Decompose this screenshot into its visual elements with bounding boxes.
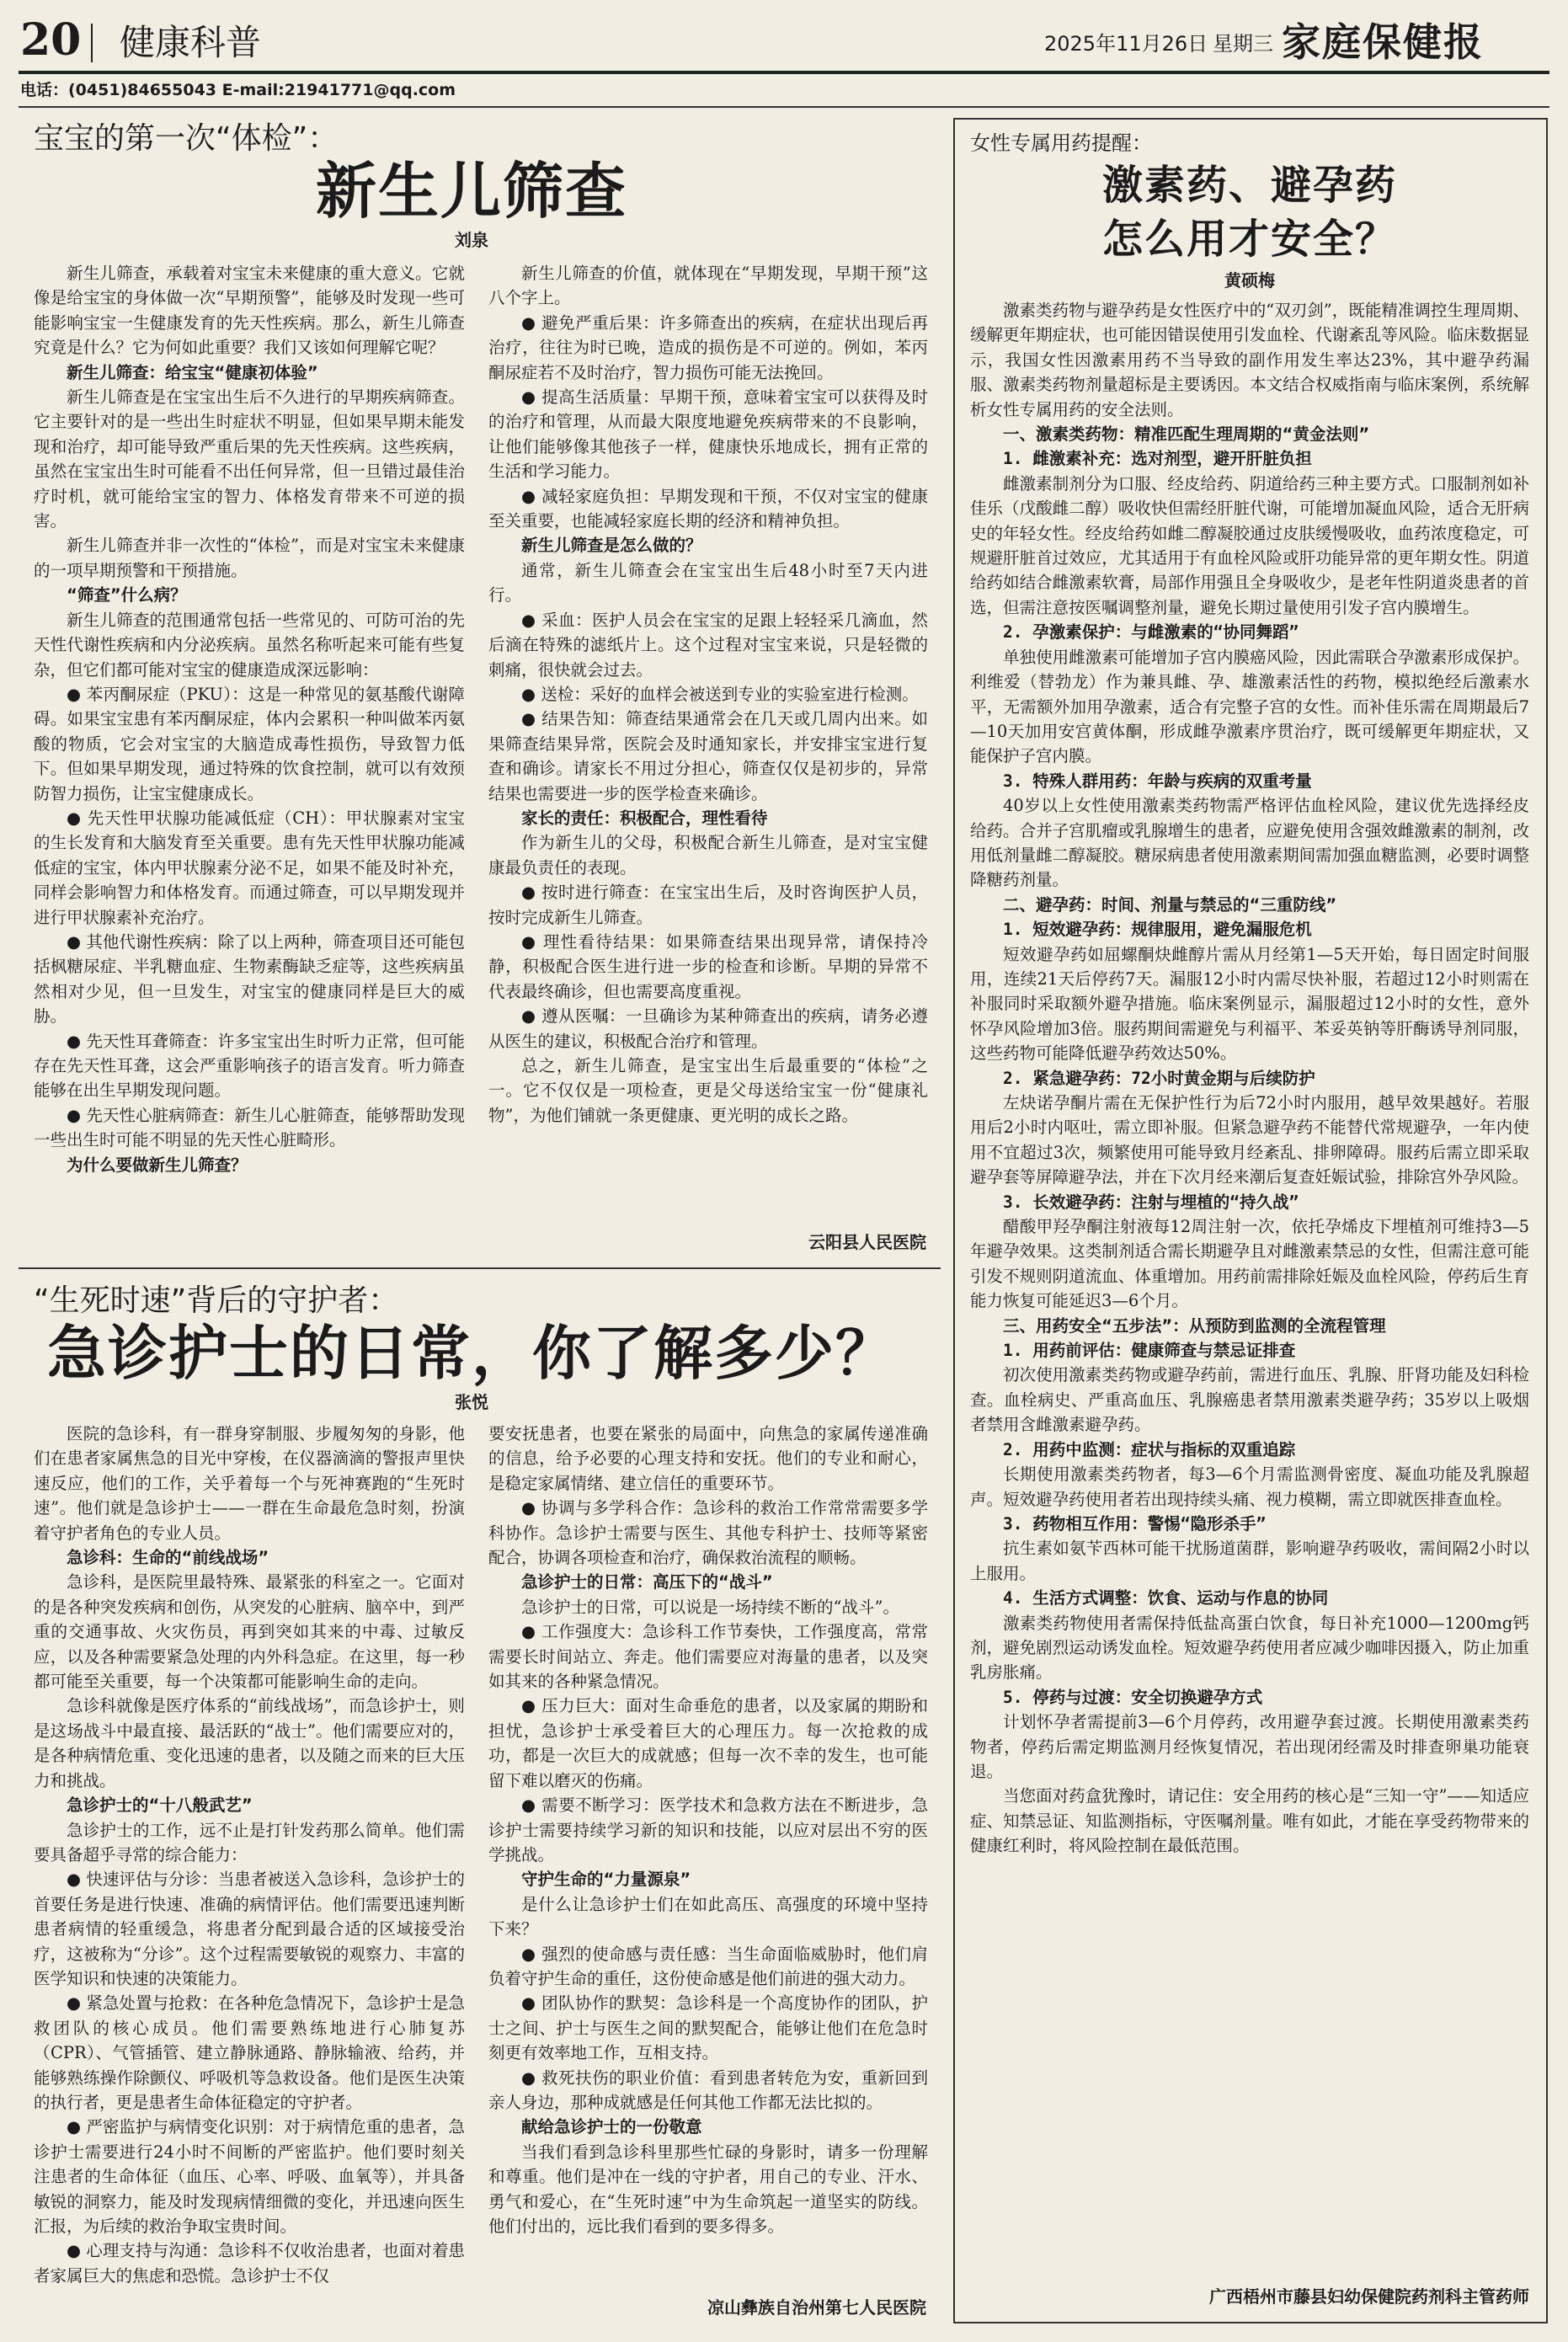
- paragraph: 要安抚患者，也要在紧张的局面中，向焦急的家属传递准确的信息，给予必要的心理支持和安抚。他们的专业和耐心，是稳定家属情绪、建立信任的重要环节。: [488, 1424, 928, 1493]
- paragraph: ● 避免严重后果：许多筛查出的疾病，在症状出现后再治疗，往往为时已晚，造成的损伤是不可逆的。例如，苯丙酮尿症若不及时治疗，智力损伤可能无法挽回。: [488, 312, 928, 382]
- paragraph: 激素类药物使用者需保持低盐高蛋白饮食，每日补充1000—1200mg钙剂，避免剧烈运动诱发血栓。短效避孕药使用者应减少咖啡因摄入，防止加重乳房胀痛。: [970, 1613, 1529, 1683]
- paragraph: ● 紧急处置与抢救：在各种危急情况下，急诊护士是急救团队的核心成员。他们需要熟练地进行心肺复苏（CPR）、气管插管、建立静脉通路、静脉输液、给药，并能够熟练操作除颤仪、呼吸机等急救设备。他们是医生决策的执行者，更是患者生命体征稳定的守护者。: [34, 1993, 465, 2112]
- paragraph: ● 强烈的使命感与责任感：当生命面临威胁时，他们肩负着守护生命的重任，这份使命感是他们前进的强大动力。: [488, 1944, 928, 1988]
- article1-kicker: 宝宝的第一次“体检”：: [34, 121, 339, 156]
- article3-kicker: 女性专属用药提醒：: [970, 131, 1152, 155]
- section-heading: 家长的责任：积极配合，理性看待: [521, 808, 768, 828]
- paragraph: 新生儿筛查是在宝宝出生后不久进行的早期疾病筛查。它主要针对的是一些出生时症状不明显，但如果早期未能发现和治疗，却可能导致严重后果的先天性疾病。这些疾病，虽然在宝宝出生时可能看不出任何异常，但一旦错过最佳治疗时机，就可能给宝宝的智力、体格发育带来不可逆的损害。: [34, 387, 465, 531]
- article1-right-column: [488, 261, 928, 1272]
- paragraph: ● 送检：采好的血样会被送到专业的实验室进行检测。: [521, 684, 919, 704]
- article3-source: 广西梧州市藤县妇幼保健院药剂科主管药师: [1209, 2286, 1529, 2307]
- paragraph: 醋酸甲羟孕酮注射液每12周注射一次，依托孕烯皮下埋植剂可维持3—5年避孕效果。这类制剂适合需长期避孕且对雌激素禁忌的女性，但需注意可能引发不规则阴道流血、体重增加。用药前需排除妊娠及血栓风险，停药后生育能力恢复可能延迟3—6个月。: [970, 1217, 1529, 1311]
- paragraph: 激素类药物与避孕药是女性医疗中的“双刃剑”，既能精准调控生理周期、缓解更年期症状，也可能因错误使用引发血栓、代谢紊乱等风险。临床数据显示，我国女性因激素用药不当导致的副作用发生率达23%，其中避孕药漏服、激素类药物剂量超标是主要诱因。本文结合权威指南与临床案例，系统解析女性专属用药的安全法则。: [970, 301, 1529, 419]
- paragraph: ● 救死扶伤的职业价值：看到患者转危为安，重新回到亲人身边，那种成就感是任何其他工作都无法比拟的。: [488, 2067, 928, 2112]
- section-heading: 新生儿筛查：给宝宝“健康初体验”: [67, 362, 318, 382]
- article3-body: [970, 298, 1529, 2273]
- paragraph: ● 采血：医护人员会在宝宝的足跟上轻轻采几滴血，然后滴在特殊的滤纸片上。这个过程对宝宝来说，只是轻微的刺痛，很快就会过去。: [488, 610, 928, 680]
- paragraph: ● 工作强度大：急诊科工作节奏快，工作强度高，常常需要长时间站立、奔走。他们需要应对海量的患者，以及突如其来的各种紧急情况。: [488, 1622, 928, 1692]
- section-name: 健康科普: [120, 22, 262, 63]
- paragraph: 当我们看到急诊科里那些忙碌的身影时，请多一份理解和尊重。他们是冲在一线的守护者，用自己的专业、汗水、勇气和爱心，在“生死时速”中为生命筑起一道坚实的防线。他们付出的，远比我们看到的要多得多。: [488, 2142, 928, 2236]
- paragraph: ● 其他代谢性疾病：除了以上两种，筛查项目还可能包括枫糖尿症、半乳糖血症、生物素酶缺乏症等，这些疾病虽然相对少见，但一旦发生，对宝宝的健康同样是巨大的威胁。: [34, 931, 465, 1027]
- section-heading: 急诊护士的“十八般武艺”: [67, 1795, 253, 1816]
- paragraph: 长期使用激素类药物者，每3—6个月需监测骨密度、凝血功能及乳腺超声。短效避孕药使用者若出现持续头痛、视力模糊，需立即就医排查血栓。: [970, 1464, 1529, 1509]
- paragraph: 是什么让急诊护士们在如此高压、高强度的环境中坚持下来？: [488, 1894, 928, 1939]
- section-heading: 一、激素类药物：精准匹配生理周期的“黄金法则”: [1003, 424, 1370, 445]
- paper-name: 家庭保健报: [1282, 19, 1484, 65]
- paragraph: 通常，新生儿筛查会在宝宝出生后48小时至7天内进行。: [488, 560, 928, 606]
- paragraph: ● 严密监护与病情变化识别：对于病情危重的患者，急诊护士需要进行24小时不间断的严密监护。他们要时刻关注患者的生命体征（血压、心率、呼吸、血氧等），并具备敏锐的洞察力，能及时发现病情细微的变化，并迅速向医生汇报，为后续的救治争取宝贵时间。: [34, 2117, 465, 2236]
- subsection-heading: 3. 药物相互作用：警惕“隐形杀手”: [1003, 1513, 1267, 1534]
- article1-source: 云阳县人民医院: [808, 1232, 926, 1252]
- article3-title-line2: 怎么用才安全？: [1101, 216, 1397, 263]
- paragraph: ● 理性看待结果：如果筛查结果出现异常，请保持冷静，积极配合医生进行进一步的检查和诊断。早期的异常不代表最终确诊，但也需要高度重视。: [488, 931, 928, 1001]
- subsection-heading: 3. 长效避孕药：注射与埋植的“持久战”: [1003, 1192, 1299, 1212]
- paragraph: 急诊护士的工作，远不止是打针发药那么简单。他们需要具备超乎寻常的综合能力：: [34, 1820, 465, 1865]
- subsection-heading: 2. 孕激素保护：与雌激素的“协同舞蹈”: [1003, 622, 1299, 643]
- paragraph: 短效避孕药如屈螺酮炔雌醇片需从月经第1—5天开始，每日固定时间服用，连续21天后停药7天。漏服12小时内需尽快补服，若超过12小时则需在补服同时采取额外避孕措施。临床案例显示，漏服超过12小时的女性，意外怀孕风险增加3倍。服药期间需避免与利福平、苯妥英钠等肝酶诱导剂同服，这些药物可能降低避孕药效达50%。: [970, 944, 1529, 1064]
- paragraph: ● 协调与多学科合作：急诊科的救治工作常常需要多学科协作。急诊护士需要与医生、其他专科护士、技师等紧密配合，协调各项检查和治疗，确保救治流程的顺畅。: [488, 1498, 928, 1568]
- paragraph: 计划怀孕者需提前3—6个月停药，改用避孕套过渡。长期使用激素类药物者，停药后需定期监测月经恢复情况，若出现闭经需及时排查卵巢功能衰退。: [970, 1712, 1529, 1781]
- section-heading: 为什么要做新生儿筛查？: [67, 1155, 248, 1175]
- subsection-heading: 1. 雌激素补充：选对剂型，避开肝脏负担: [1003, 449, 1312, 469]
- section-heading: 二、避孕药：时间、剂量与禁忌的“三重防线”: [1003, 894, 1337, 915]
- contact-line: 电话：(0451)84655043 E-mail:21941771@qq.com: [20, 81, 456, 99]
- subsection-heading: 1. 用药前评估：健康筛查与禁忌证排查: [1003, 1341, 1296, 1361]
- article2-left-column: [34, 1422, 465, 2318]
- paragraph: 新生儿筛查，承载着对宝宝未来健康的重大意义。它就像是给宝宝的身体做一次“早期预警”，能够及时发现一些可能影响宝宝一生健康发育的先天性疾病。那么，新生儿筛查究竟是什么？它为何如此重要？我们又该如何理解它呢？: [34, 264, 465, 358]
- article2-right-column: [488, 1422, 928, 2289]
- paragraph: 初次使用激素类药物或避孕药前，需进行血压、乳腺、肝肾功能及妇科检查。血栓病史、严重高血压、乳腺癌患者禁用激素类避孕药；35岁以上吸烟者禁用含雌激素避孕药。: [970, 1365, 1529, 1435]
- subsection-heading: 2. 用药中监测：症状与指标的双重追踪: [1003, 1439, 1296, 1459]
- paragraph: 新生儿筛查并非一次性的“体检”，而是对宝宝未来健康的一项早期预警和干预措施。: [34, 536, 465, 580]
- article2-author: 张悦: [455, 1392, 488, 1412]
- section-heading: 献给急诊护士的一份敬意: [521, 2117, 702, 2137]
- paragraph: 医院的急诊科，有一群身穿制服、步履匆匆的身影，他们在患者家属焦急的目光中穿梭，在仪器滴滴的警报声里快速反应，他们的工作，关乎着每一个与死神赛跑的“生死时速”。他们就是急诊护士——一群在生命最危急时刻，扮演着守护者角色的专业人员。: [34, 1424, 465, 1543]
- article2-kicker: “生死时速”背后的守护者：: [34, 1283, 399, 1318]
- paragraph: ● 按时进行筛查：在宝宝出生后，及时咨询医护人员，按时完成新生儿筛查。: [488, 883, 928, 927]
- paragraph: ● 结果告知：筛查结果通常会在几天或几周内出来。如果筛查结果异常，医院会及时通知家长，并安排宝宝进行复查和确诊。请家长不用过分担心，筛查仅仅是初步的，异常结果也需要进一步的医学检查来确诊。: [488, 709, 928, 803]
- paragraph: 总之，新生儿筛查，是宝宝出生后最重要的“体检”之一。它不仅仅是一项检查，更是父母送给宝宝一份“健康礼物”，为他们铺就一条更健康、更光明的成长之路。: [488, 1056, 928, 1125]
- paragraph: 新生儿筛查的范围通常包括一些常见的、可防可治的先天性代谢性疾病和内分泌疾病。虽然名称听起来可能有些复杂，但它们都可能对宝宝的健康造成深远影响：: [34, 610, 465, 680]
- issue-weekday: 星期三: [1213, 32, 1273, 56]
- paragraph: ● 团队协作的默契：急诊科是一个高度协作的团队，护士之间、护士与医生之间的默契配合，能够让他们在危急时刻更有效率地工作，互相支持。: [488, 1993, 928, 2063]
- article1-title: 新生儿筛查: [315, 155, 627, 227]
- paragraph: ● 压力巨大：面对生命垂危的患者，以及家属的期盼和担忧，急诊护士承受着巨大的心理压力。每一次抢救的成功，都是一次巨大的成就感；但每一次不幸的发生，也可能留下难以磨灭的伤痛。: [488, 1696, 928, 1790]
- paragraph: 当您面对药盒犹豫时，请记住：安全用药的核心是“三知一守”——知适应症、知禁忌证、知监测指标，守医嘱剂量。唯有如此，才能在享受药物带来的健康红利时，将风险控制在最低范围。: [970, 1786, 1529, 1856]
- section-heading: 守护生命的“力量源泉”: [521, 1870, 691, 1890]
- paragraph: 急诊科，是医院里最特殊、最紧张的科室之一。它面对的是各种突发疾病和创伤，从突发的心脏病、脑卒中，到严重的交通事故、火灾伤员，再到突如其来的中毒、过敏反应，以及各种需要紧急处理的内外科急症。在这里，每一秒都可能至关重要，每一个决策都可能影响生命的走向。: [34, 1572, 465, 1692]
- masthead-divider: [91, 24, 93, 62]
- article1-left-column: [34, 261, 465, 1272]
- paragraph: ● 快速评估与分诊：当患者被送入急诊科，急诊护士的首要任务是进行快速、准确的病情评估。他们需要迅速判断患者病情的轻重缓急，将患者分配到最合适的区域接受治疗，这被称为“分诊”。这个过程需要敏锐的观察力、丰富的医学知识和快速的决策能力。: [34, 1870, 465, 1988]
- section-heading: “筛查”什么病？: [67, 585, 187, 606]
- subsection-heading: 3. 特殊人群用药：年龄与疾病的双重考量: [1003, 771, 1312, 791]
- paragraph: 新生儿筛查的价值，就体现在“早期发现，早期干预”这八个字上。: [488, 264, 928, 308]
- subsection-heading: 2. 紧急避孕药：72小时黄金期与后续防护: [1003, 1068, 1315, 1088]
- article1-author: 刘泉: [455, 230, 488, 250]
- paragraph: ● 提高生活质量：早期干预，意味着宝宝可以获得及时的治疗和管理，从而最大限度地避免疾病带来的不良影响，让他们能够像其他孩子一样，健康快乐地成长，拥有正常的生活和学习能力。: [488, 387, 928, 482]
- masthead-rule: [19, 71, 1549, 74]
- paragraph: 抗生素如氨苄西林可能干扰肠道菌群，影响避孕药吸收，需间隔2小时以上服用。: [970, 1539, 1529, 1583]
- paragraph: ● 先天性心脏病筛查：新生儿心脏筛查，能够帮助发现一些出生时可能不明显的先天性心脏畸形。: [34, 1105, 465, 1150]
- page-number: 20: [20, 14, 82, 66]
- subsection-heading: 5. 停药与过渡：安全切换避孕方式: [1003, 1687, 1263, 1707]
- article3-author: 黄硕梅: [1224, 270, 1275, 291]
- article3-title-line1: 激素药、避孕药: [1101, 162, 1397, 209]
- article2-source: 凉山彝族自治州第七人民医院: [707, 2297, 926, 2318]
- section-heading: 急诊护士的日常：高压下的“战斗”: [521, 1572, 773, 1592]
- paragraph: ● 需要不断学习：医学技术和急救方法在不断进步，急诊护士需要持续学习新的知识和技能，以应对层出不穷的医学挑战。: [488, 1795, 928, 1865]
- paragraph: 40岁以上女性使用激素类药物需严格评估血栓风险，建议优先选择经皮给药。合并子宫肌瘤或乳腺增生的患者，应避免使用含强效雌激素的制剂，改用低剂量雌二醇凝胶。糖尿病患者使用激素期间需加强血糖监测，必要时调整降糖药剂量。: [970, 796, 1529, 890]
- paragraph: ● 先天性耳聋筛查：许多宝宝出生时听力正常，但可能存在先天性耳聋，这会严重影响孩子的语言发育。听力筛查能够在出生早期发现问题。: [34, 1031, 465, 1101]
- section-heading: 三、用药安全“五步法”：从预防到监测的全流程管理: [1003, 1315, 1386, 1336]
- subsection-heading: 4. 生活方式调整：饮食、运动与作息的协同: [1003, 1588, 1329, 1608]
- article2-title: 急诊护士的日常，你了解多少？: [47, 1318, 896, 1388]
- paragraph: 急诊护士的日常，可以说是一场持续不断的“战斗”。: [521, 1597, 899, 1617]
- paragraph: 急诊科就像是医疗体系的“前线战场”，而急诊护士，则是这场战斗中最直接、最活跃的“战士”。他们需要应对的，是各种病情危重、变化迅速的患者，以及随之而来的巨大压力和挑战。: [34, 1696, 465, 1790]
- paragraph: ● 减轻家庭负担：早期发现和干预，不仅对宝宝的健康至关重要，也能减轻家庭长期的经济和精神负担。: [488, 486, 928, 531]
- paragraph: 左炔诺孕酮片需在无保护性行为后72小时内服用，越早效果越好。若服用后2小时内呕吐，需立即补服。但紧急避孕药不能替代常规避孕，一年内使用不宜超过3次，频繁使用可能导致月经紊乱、排卵障碍。服药后需立即采取避孕套等屏障避孕法，并在下次月经来潮后复查妊娠试验，排除宫外孕风险。: [970, 1093, 1529, 1187]
- contact-rule: [19, 106, 1549, 108]
- paragraph: ● 遵从医嘱：一旦确诊为某种筛查出的疾病，请务必遵从医生的建议，积极配合治疗和管理。: [488, 1006, 928, 1051]
- paragraph: ● 苯丙酮尿症（PKU）：这是一种常见的氨基酸代谢障碍。如果宝宝患有苯丙酮尿症，体内会累积一种叫做苯丙氨酸的物质，它会对宝宝的大脑造成毒性损伤，导致智力低下。但如果早期发现，通过特殊的饮食控制，就可以有效预防智力损伤，让宝宝健康成长。: [34, 684, 465, 803]
- paragraph: 作为新生儿的父母，积极配合新生儿筛查，是对宝宝健康最负责任的表现。: [488, 833, 928, 878]
- section-heading: 急诊科：生命的“前线战场”: [67, 1548, 269, 1568]
- issue-date: 2025年11月26日: [1044, 32, 1208, 56]
- subsection-heading: 1. 短效避孕药：规律服用，避免漏服危机: [1003, 920, 1312, 940]
- article-divider: [19, 1267, 941, 1269]
- paragraph: ● 心理支持与沟通：急诊科不仅收治患者，也面对着患者家属巨大的焦虑和恐慌。急诊护士不仅: [34, 2241, 465, 2286]
- paragraph: ● 先天性甲状腺功能减低症（CH）：甲状腺素对宝宝的生长发育和大脑发育至关重要。患有先天性甲状腺功能减低症的宝宝，体内甲状腺素分泌不足，如果不能及时补充，同样会影响智力和体格发育。而通过筛查，可以早期发现并进行甲状腺素补充治疗。: [34, 808, 465, 927]
- section-heading: 新生儿筛查是怎么做的？: [521, 536, 702, 556]
- paragraph: 单独使用雌激素可能增加子宫内膜癌风险，因此需联合孕激素形成保护。利维爱（替勃龙）作为兼具雌、孕、雄激素活性的药物，模拟绝经后激素水平，无需额外加用孕激素，适合有完整子宫的女性。而补佳乐需在周期最后7—10天加用安宫黄体酮，形成雌孕激素序贯治疗，既可缓解更年期症状，又能保护子宫内膜。: [970, 647, 1529, 766]
- paragraph: 雌激素制剂分为口服、经皮给药、阴道给药三种主要方式。口服制剂如补佳乐（戊酸雌二醇）吸收快但需经肝脏代谢，可能增加凝血风险，适合无肝病史的年轻女性。经皮给药如雌二醇凝胶通过皮肤缓慢吸收，血药浓度稳定，可规避肝脏首过效应，尤其适用于有血栓风险或肝功能异常的更年期女性。阴道给药如结合雌激素软膏，局部作用强且全身吸收少，是老年性阴道炎患者的首选，但需注意按医嘱调整剂量，避免长期过量使用引发子宫内膜增生。: [970, 473, 1529, 617]
